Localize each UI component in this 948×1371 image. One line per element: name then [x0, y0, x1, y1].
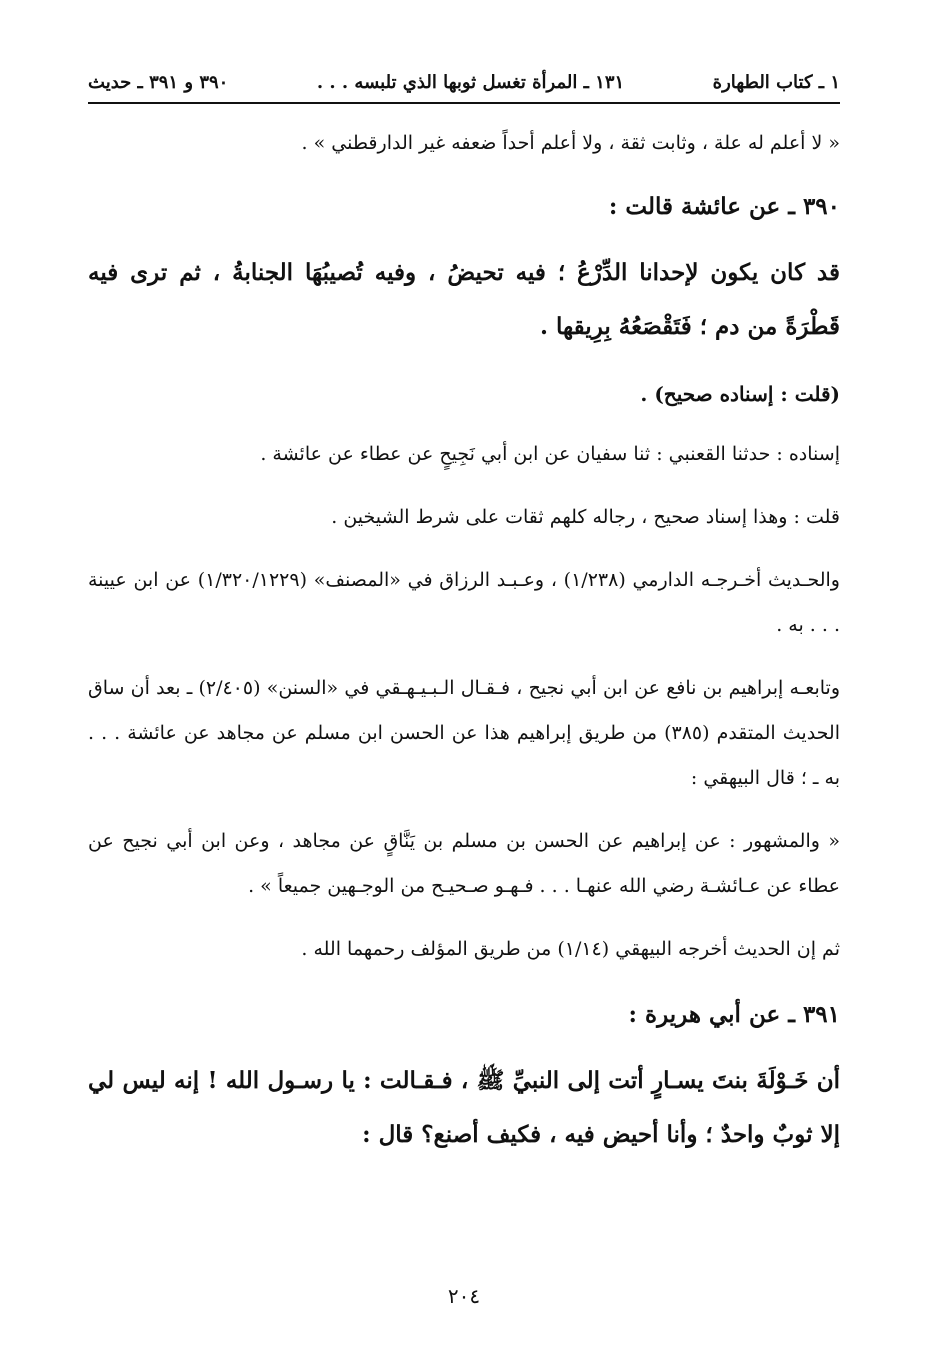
hadith-390-comment: قلت : وهذا إسناد صحيح ، رجاله كلهم ثقات على شرط الشيخين .: [331, 506, 840, 528]
hadith-390-bayhaqi-quote: « والمشهور : عن إبراهيم عن الحسن بن مسلم بن يَنَّاقٍ عن مجاهد ، وعن ابن أبي نجيح عن عطاء عن عـائشـة رضي الله عنهـا . . . فـهـو صـحيـح من الوجـهين جميعاً » .: [88, 830, 840, 897]
page-body: [88, 118, 840, 1162]
hadith-390-takhrij: والحـديث أخـرجـه الدارمي (١/٢٣٨) ، وعـبـد الرزاق في «المصنف» (١/٣٢٠/١٢٢٩) عن ابن عيينة . . . به .: [88, 569, 840, 636]
hadith-390-heading: ٣٩٠ ـ عن عائشة قالت :: [608, 193, 840, 220]
header-section: ١٣١ ـ المرأة تغسل ثوبها الذي تلبسه . . .: [316, 71, 625, 93]
hadith-390-final-note: ثم إن الحديث أخرجه البيهقي (١/١٤) من طريق المؤلف رحمهما الله .: [301, 938, 840, 960]
header-chapter: ١ ـ كتاب الطهارة: [712, 71, 840, 93]
hadith-390-text: قد كان يكون لإحدانا الدِّرْعُ ؛ فيه تحيضُ ، وفيه تُصيبُهَا الجنابةُ ، ثم ترى فيه قَطْرَةً من دم ؛ فَتَقْصَعُهُ بِرِيقها .: [88, 259, 840, 340]
quote-continuation: « لا أعلم له علة ، وثابت ثقة ، ولا أعلم أحداً ضعفه غير الدارقطني » .: [301, 132, 840, 154]
page-number: ٢٠٤: [447, 1284, 481, 1308]
book-page: [88, 62, 840, 1342]
hadith-390-mutabaah: وتابعـه إبراهيم بن نافع عن ابن أبي نجيح ، فـقـال الـبـيـهـقي في «السنن» (٢/٤٠٥) ـ بعد أن ساق الحديث المتقدم (٣٨٥) من طريق إبراهيم هذا عن الحسن ابن مسلم عن مجاهد عن عائشة . . . به ـ ؛ قال البيهقي :: [88, 677, 840, 789]
running-header: [88, 62, 840, 104]
hadith-391-heading: ٣٩١ ـ عن أبي هريرة :: [628, 1001, 840, 1028]
hadith-391-text: أن خَـوْلَةَ بنتَ يسـارٍ أتت إلى النبيِّ ﷺ ، فـقـالت : يا رسـول الله ! إنه ليس لي إلا ثوبٌ واحدٌ ؛ وأنا أحيض فيه ، فكيف أصنع؟ قال :: [88, 1067, 840, 1148]
header-hadith-range: ٣٩٠ و ٣٩١ ـ حديث: [88, 71, 229, 93]
hadith-390-verdict: (قلت : إسناده صحيح) .: [640, 382, 840, 406]
hadith-390-isnad: إسناده : حدثنا القعنبي : ثنا سفيان عن ابن أبي نَجِيحٍ عن عطاء عن عائشة .: [260, 443, 840, 465]
